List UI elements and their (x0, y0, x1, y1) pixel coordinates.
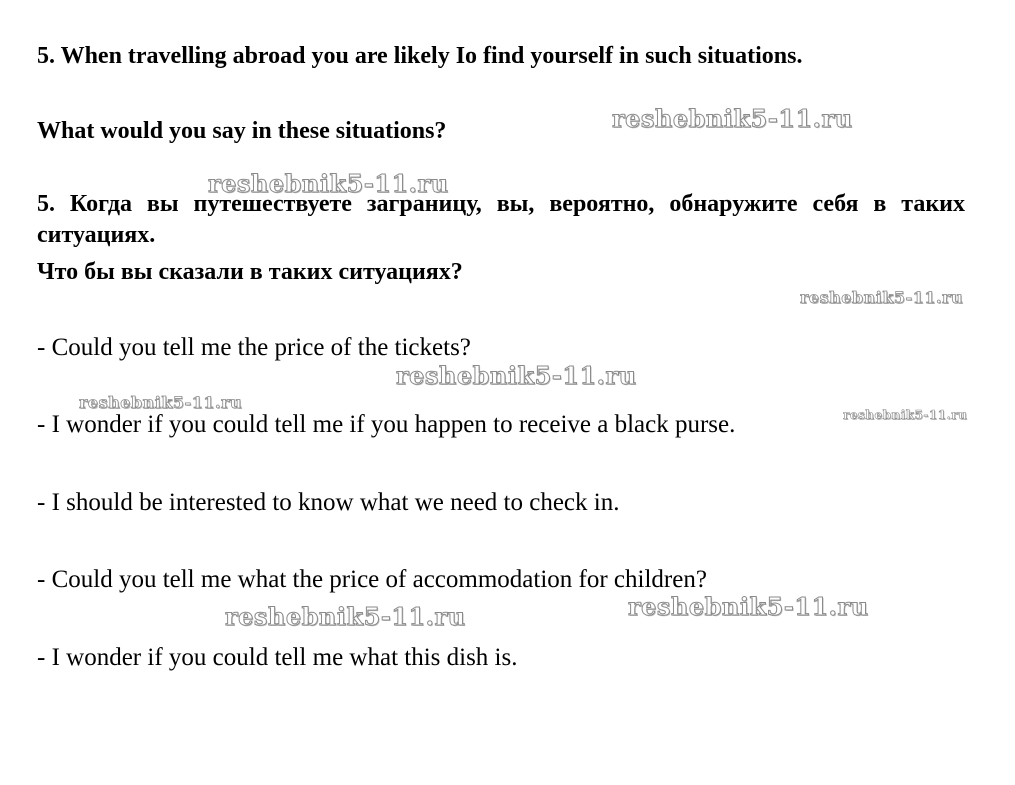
answer-5: - I wonder if you could tell me what this dish is. (37, 644, 518, 671)
answer-1: - Could you tell me the price of the tickets? (37, 334, 471, 361)
task-russian: 5. Когда вы путешествуете заграницу, вы, вероятно, обнаружите себя в таких ситуациях. (37, 191, 965, 248)
watermark: reshebnik5-11.ru (225, 602, 466, 631)
question-russian: Что бы вы сказали в таких ситуациях? (37, 259, 463, 285)
watermark: reshebnik5-11.ru (612, 104, 853, 133)
watermark: reshebnik5-11.ru (396, 361, 637, 390)
answer-4: - Could you tell me what the price of accommodation for children? (37, 566, 707, 593)
watermark: reshebnik5-11.ru (628, 592, 869, 621)
watermark: reshebnik5-11.ru (208, 169, 449, 198)
answer-2: - I wonder if you could tell me if you happen to receive a black purse. (37, 411, 736, 438)
answer-3: - I should be interested to know what we need to check in. (37, 489, 620, 516)
watermark: reshebnik5-11.ru (843, 408, 968, 422)
watermark: reshebnik5-11.ru (79, 393, 243, 412)
watermark: reshebnik5-11.ru (800, 288, 964, 307)
task-english: 5. When travelling abroad you are likely Io find yourself in such situations. (37, 43, 803, 69)
question-english: What would you say in these situations? (37, 118, 447, 144)
